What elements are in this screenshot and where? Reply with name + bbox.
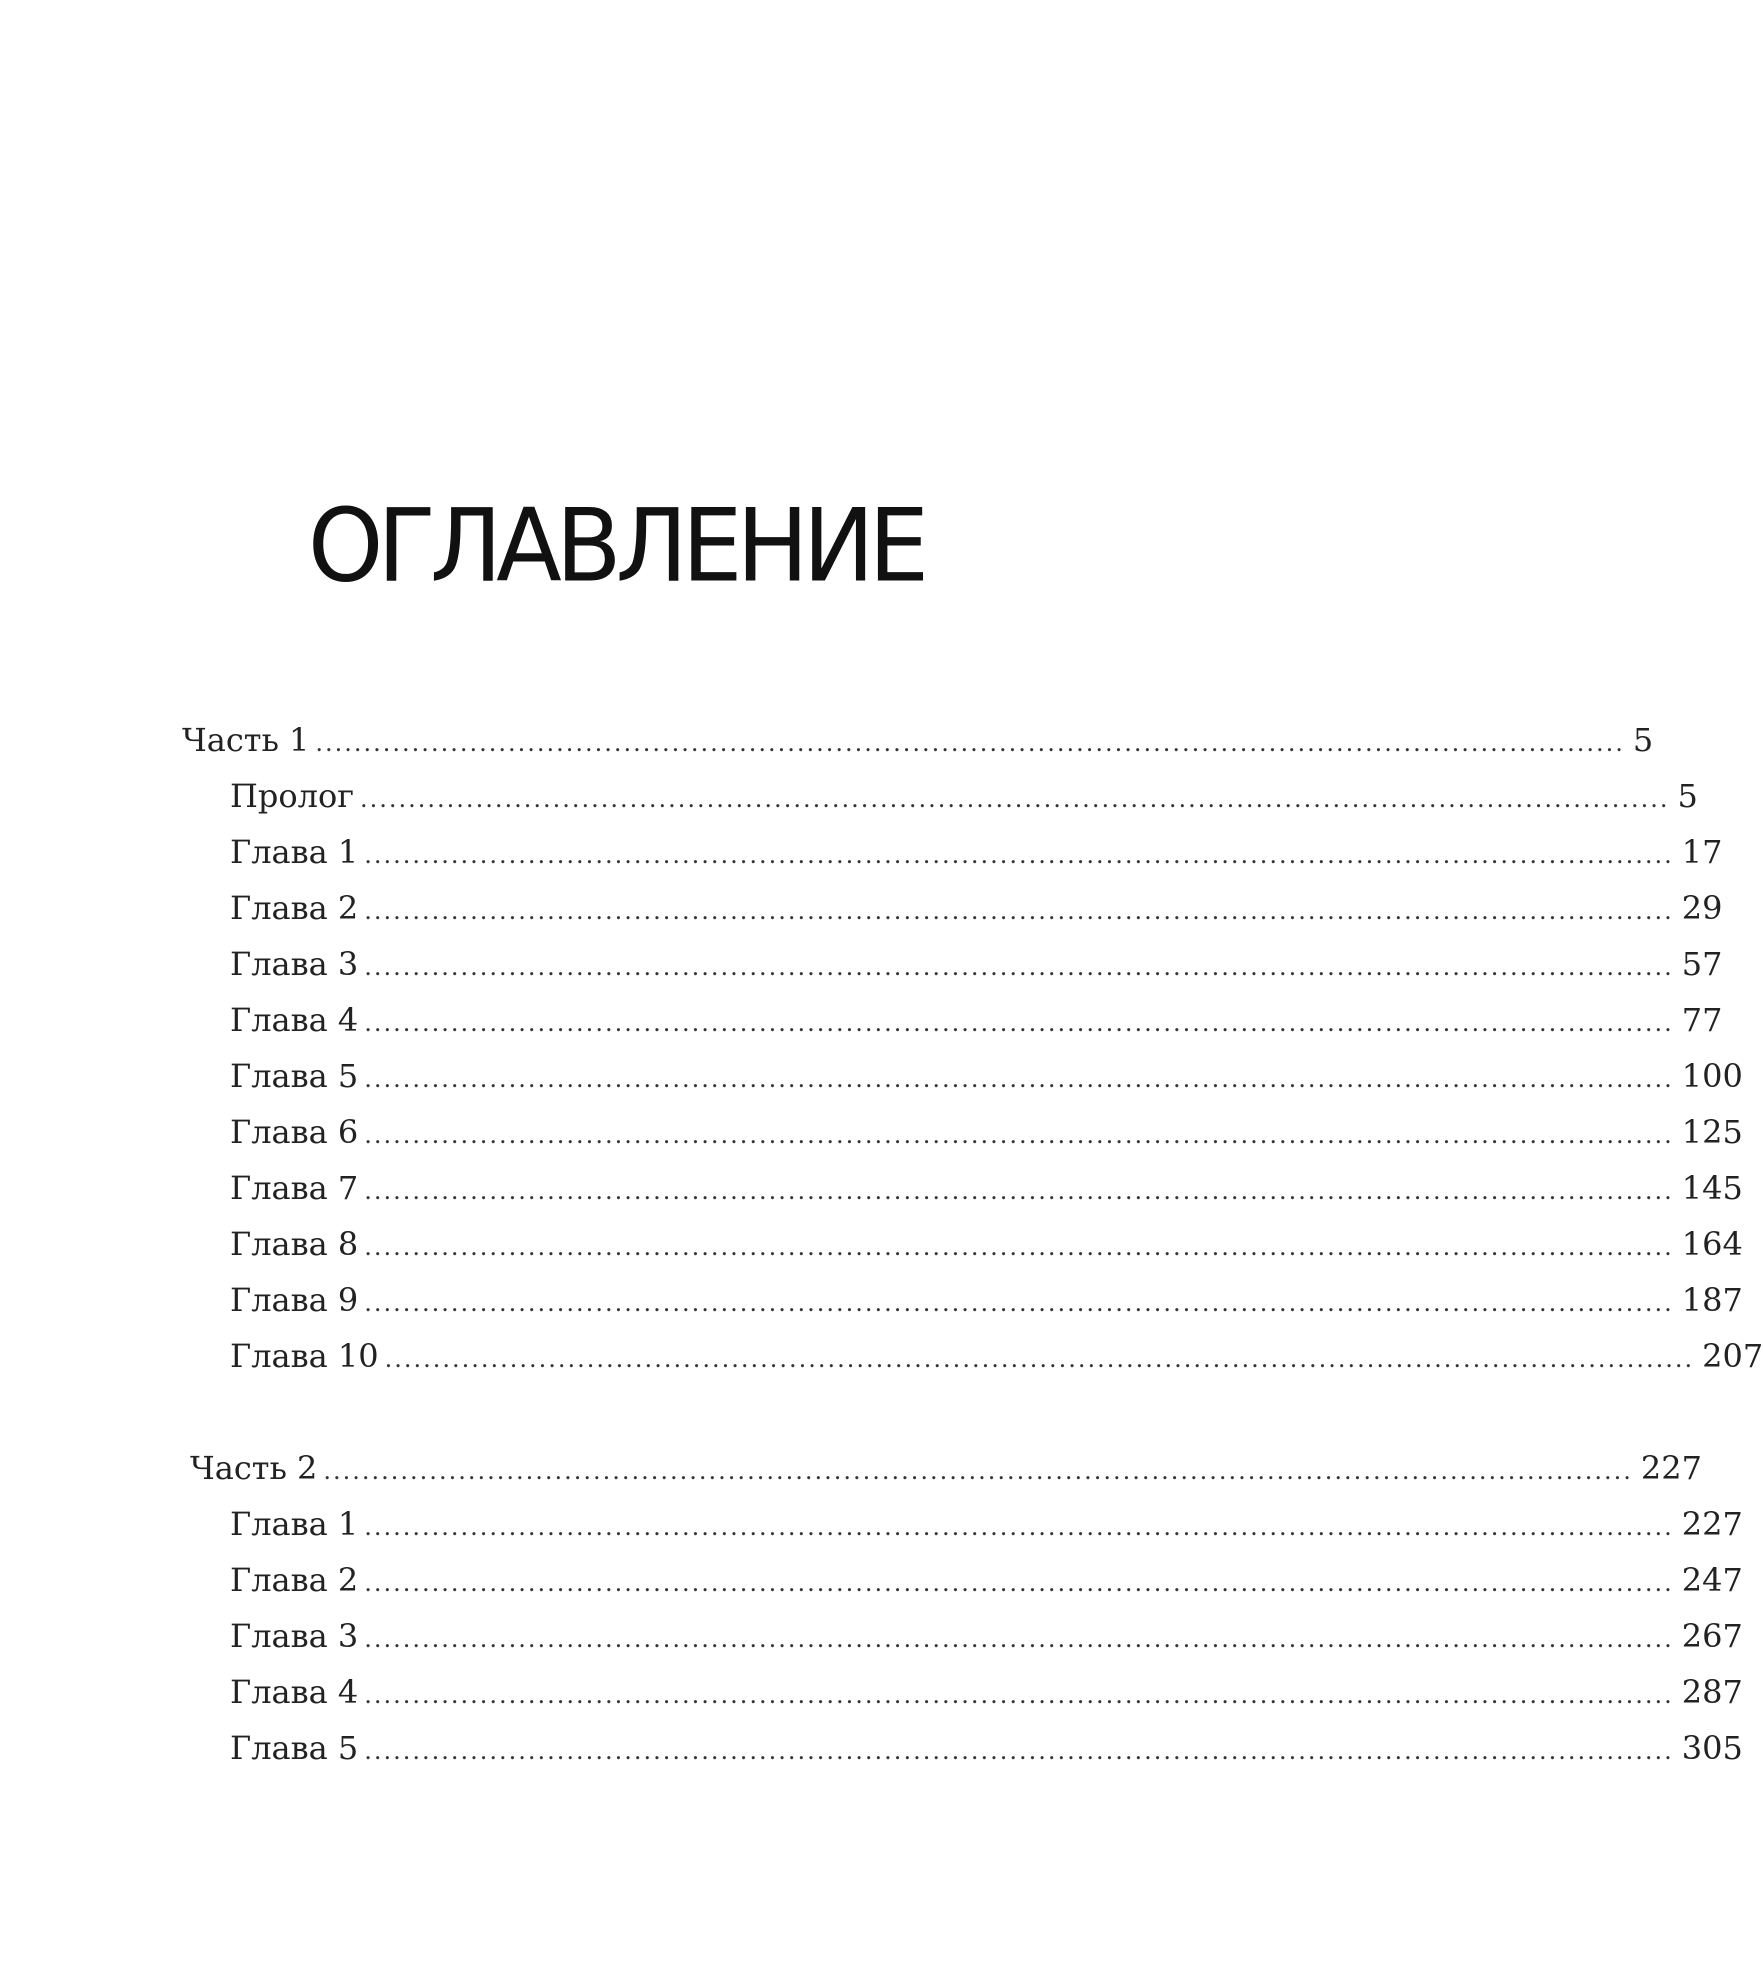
toc-entry-label: Пролог <box>230 777 355 815</box>
toc-entry[interactable] <box>230 1168 1743 1211</box>
toc-page-number: 247 <box>1681 1561 1743 1599</box>
toc-entry[interactable] <box>230 1280 1743 1323</box>
dot-leader: ........................................................................................................................................ <box>364 1513 1674 1541</box>
toc-entry-label: Глава 5 <box>230 1729 359 1767</box>
toc-page-number: 77 <box>1681 1001 1723 1039</box>
toc-entry[interactable] <box>230 1728 1743 1771</box>
toc-part-2[interactable] <box>190 1448 1702 1491</box>
toc-entry-label: Глава 8 <box>230 1225 359 1263</box>
toc-entry-label: Глава 9 <box>230 1281 359 1319</box>
toc-entry-label: Глава 4 <box>230 1673 359 1711</box>
dot-leader: ........................................................................................................................................ <box>364 1289 1674 1317</box>
toc-entry[interactable] <box>230 1056 1743 1099</box>
toc-part-1[interactable] <box>182 720 1654 763</box>
toc-entry-label: Глава 2 <box>230 889 359 927</box>
toc-page-number: 17 <box>1681 833 1723 871</box>
toc-entry[interactable] <box>230 832 1723 875</box>
toc-page-number: 5 <box>1632 721 1654 759</box>
toc-page-number: 57 <box>1681 945 1723 983</box>
toc-page-number: 164 <box>1681 1225 1743 1263</box>
toc-entry-label: Глава 1 <box>230 833 359 871</box>
dot-leader: ........................................................................................................................................ <box>364 1177 1674 1205</box>
toc-entry[interactable] <box>230 1504 1743 1547</box>
toc-page-number: 305 <box>1681 1729 1743 1767</box>
toc-entry[interactable] <box>230 1672 1743 1715</box>
dot-leader: ........................................................................................................................................ <box>360 785 1670 813</box>
toc-page-number: 227 <box>1681 1505 1743 1543</box>
toc-page-number: 125 <box>1681 1113 1743 1151</box>
toc-page-number: 267 <box>1681 1617 1743 1655</box>
toc-entry-label: Глава 2 <box>230 1561 359 1599</box>
toc-page-number: 100 <box>1681 1057 1743 1095</box>
dot-leader: ........................................................................................................................................ <box>364 897 1674 925</box>
toc-entry-label: Глава 5 <box>230 1057 359 1095</box>
dot-leader: ........................................................................................................................................ <box>364 1569 1674 1597</box>
toc-page-number: 227 <box>1640 1449 1702 1487</box>
dot-leader: ........................................................................................................................................ <box>364 1121 1674 1149</box>
toc-entry[interactable] <box>230 1616 1743 1659</box>
dot-leader: ........................................................................................................................................ <box>364 1737 1674 1765</box>
toc-entry[interactable] <box>230 776 1698 819</box>
toc-entry[interactable] <box>230 944 1723 987</box>
toc-part-label: Часть 2 <box>190 1449 318 1487</box>
toc-entry[interactable] <box>230 1224 1743 1267</box>
page-title: ОГЛАВЛЕНИЕ <box>307 487 924 605</box>
dot-leader: ........................................................................................................................................ <box>364 1065 1674 1093</box>
toc-entry-label: Глава 3 <box>230 1617 359 1655</box>
toc-part-label: Часть 1 <box>182 721 310 759</box>
toc-page-number: 29 <box>1681 889 1723 927</box>
toc-entry-label: Глава 10 <box>230 1337 379 1375</box>
toc-page-number: 287 <box>1681 1673 1743 1711</box>
toc-entry[interactable] <box>230 1560 1743 1603</box>
toc-entry[interactable] <box>230 888 1723 931</box>
toc-entry-label: Глава 3 <box>230 945 359 983</box>
dot-leader: ........................................................................................................................................ <box>364 1625 1674 1653</box>
toc-entry-label: Глава 6 <box>230 1113 359 1151</box>
dot-leader: ........................................................................................................................................ <box>315 729 1625 757</box>
toc-page-number: 5 <box>1677 777 1698 815</box>
toc-entry-label: Глава 4 <box>230 1001 359 1039</box>
toc-page-number: 187 <box>1681 1281 1743 1319</box>
dot-leader: ........................................................................................................................................ <box>364 841 1674 869</box>
dot-leader: ........................................................................................................................................ <box>364 1009 1674 1037</box>
toc-entry-label: Глава 7 <box>230 1169 359 1207</box>
dot-leader: ........................................................................................................................................ <box>384 1345 1695 1373</box>
dot-leader: ........................................................................................................................................ <box>323 1457 1633 1485</box>
dot-leader: ........................................................................................................................................ <box>364 1233 1674 1261</box>
toc-entry-label: Глава 1 <box>230 1505 359 1543</box>
dot-leader: ........................................................................................................................................ <box>364 1681 1674 1709</box>
toc-page-number: 207 <box>1702 1337 1763 1375</box>
toc-entry[interactable] <box>230 1000 1723 1043</box>
toc-page-number: 145 <box>1681 1169 1743 1207</box>
dot-leader: ........................................................................................................................................ <box>364 953 1674 981</box>
toc-entry[interactable] <box>230 1112 1743 1155</box>
toc-entry[interactable] <box>230 1336 1763 1379</box>
